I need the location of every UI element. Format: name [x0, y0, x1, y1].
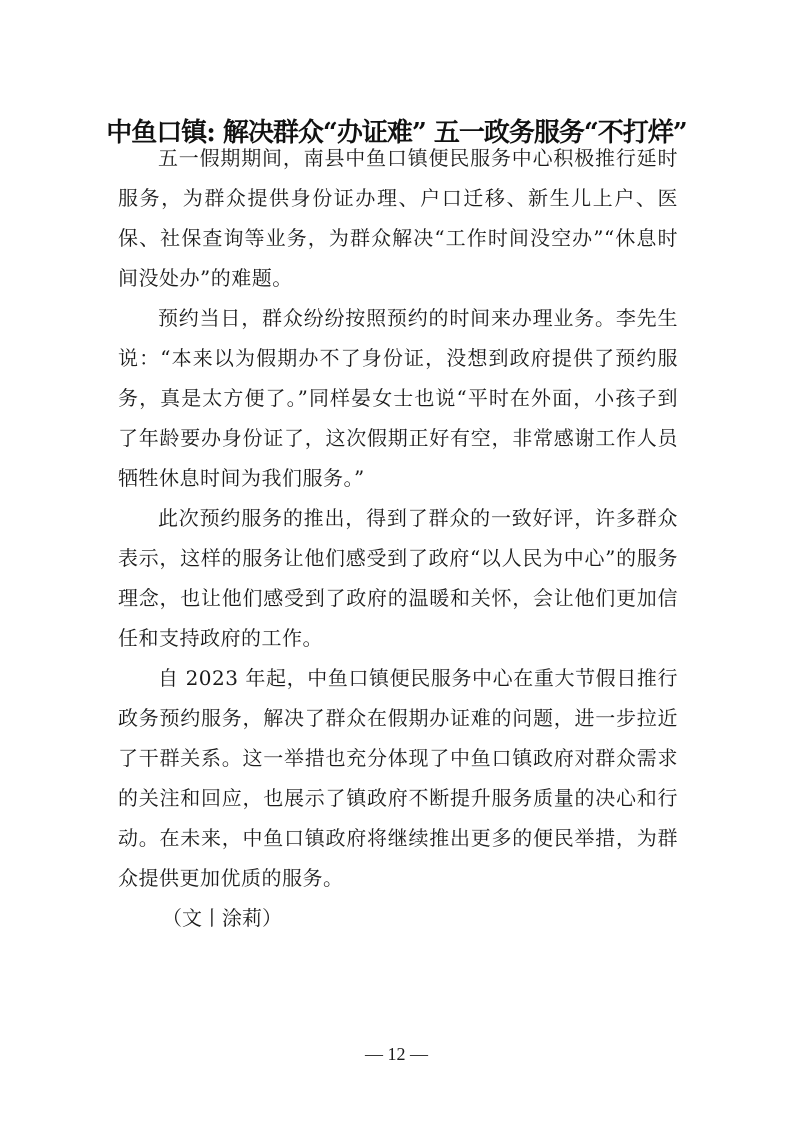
paragraph-2: 预约当日，群众纷纷按照预约的时间来办理业务。李先生说：“本来以为假期办不了身份证，没想到政府提供了预约服务，真是太方便了。”同样晏女士也说“平时在外面，小孩子到了年龄要办身份证了，这次假期正好有空，非常感谢工作人员牺牲休息时间为我们服务。”: [118, 306, 678, 490]
page-title: 中鱼口镇: 解决群众“办证难” 五一政务服务“不打烊”: [106, 118, 687, 149]
paragraph-1: 五一假期期间，南县中鱼口镇便民服务中心积极推行延时服务，为群众提供身份证办理、户口迁移、新生儿上户、医保、社保查询等业务，为群众解决“工作时间没空办”“休息时间没处办”的难题。: [118, 146, 678, 290]
page-number: — 12 —: [365, 1044, 428, 1064]
paragraph-3: 此次预约服务的推出，得到了群众的一致好评，许多群众表示，这样的服务让他们感受到了政府“以人民为中心”的服务理念，也让他们感受到了政府的温暖和关怀，会让他们更加信任和支持政府的工作。: [118, 506, 678, 650]
article-body: [118, 138, 678, 938]
paragraph-4: 自 2023 年起，中鱼口镇便民服务中心在重大节假日推行政务预约服务，解决了群众在假期办证难的问题，进一步拉近了干群关系。这一举措也充分体现了中鱼口镇政府对群众需求的关注和回应，也展示了镇政府不断提升服务质量的决心和行动。在未来，中鱼口镇政府将继续推出更多的便民举措，为群众提供更加优质的服务。: [118, 666, 678, 890]
byline: （文丨涂莉）: [162, 906, 282, 930]
